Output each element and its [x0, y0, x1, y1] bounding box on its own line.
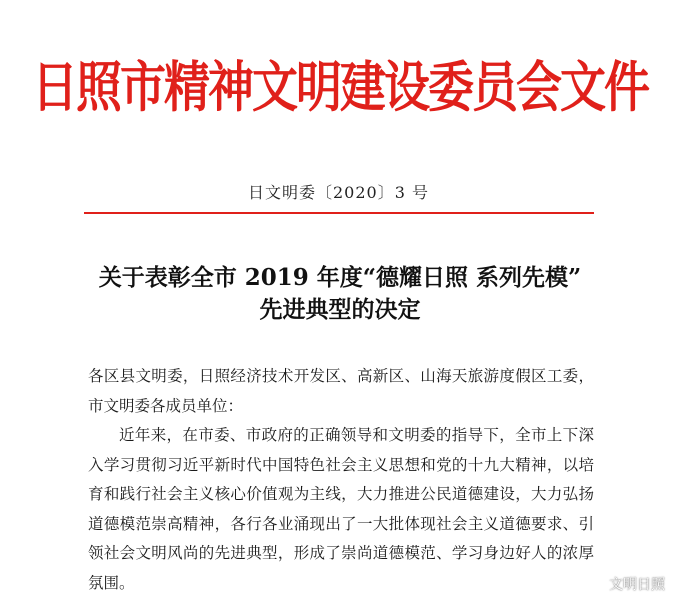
issuer-masthead: 日照市精神文明建设委员会文件	[32, 55, 648, 119]
document-number: 日文明委〔2020〕3 号	[248, 182, 429, 202]
document-title-line-1: 关于表彰全市 2019 年度“德耀日照 系列先模”	[98, 264, 582, 291]
watermark-text: 文明日照	[609, 577, 665, 593]
body-paragraph: 近年来，在市委、市政府的正确领导和文明委的指导下，全市上下深入学习贯彻习近平新时代中国特色社会主义思想和党的十九大精神，以培育和践行社会主义核心价值观为主线，大力推进公民道德建设，大力弘扬道德模范崇高精神，各行各业涌现出了一大批体现社会主义道德要求、引领社会文明风尚的先进典型，形成了崇尚道德模范、学习身边好人的浓厚氛围。	[88, 426, 594, 592]
red-divider-rule	[84, 212, 594, 214]
wechat-icon	[583, 575, 605, 593]
watermark	[583, 573, 665, 595]
addressee-paragraph: 各区县文明委，日照经济技术开发区、高新区、山海天旅游度假区工委，市文明委各成员单位：	[88, 367, 594, 415]
document-title-line-2: 先进典型的决定	[259, 296, 421, 323]
document-title	[86, 262, 594, 326]
document-body	[88, 362, 594, 598]
